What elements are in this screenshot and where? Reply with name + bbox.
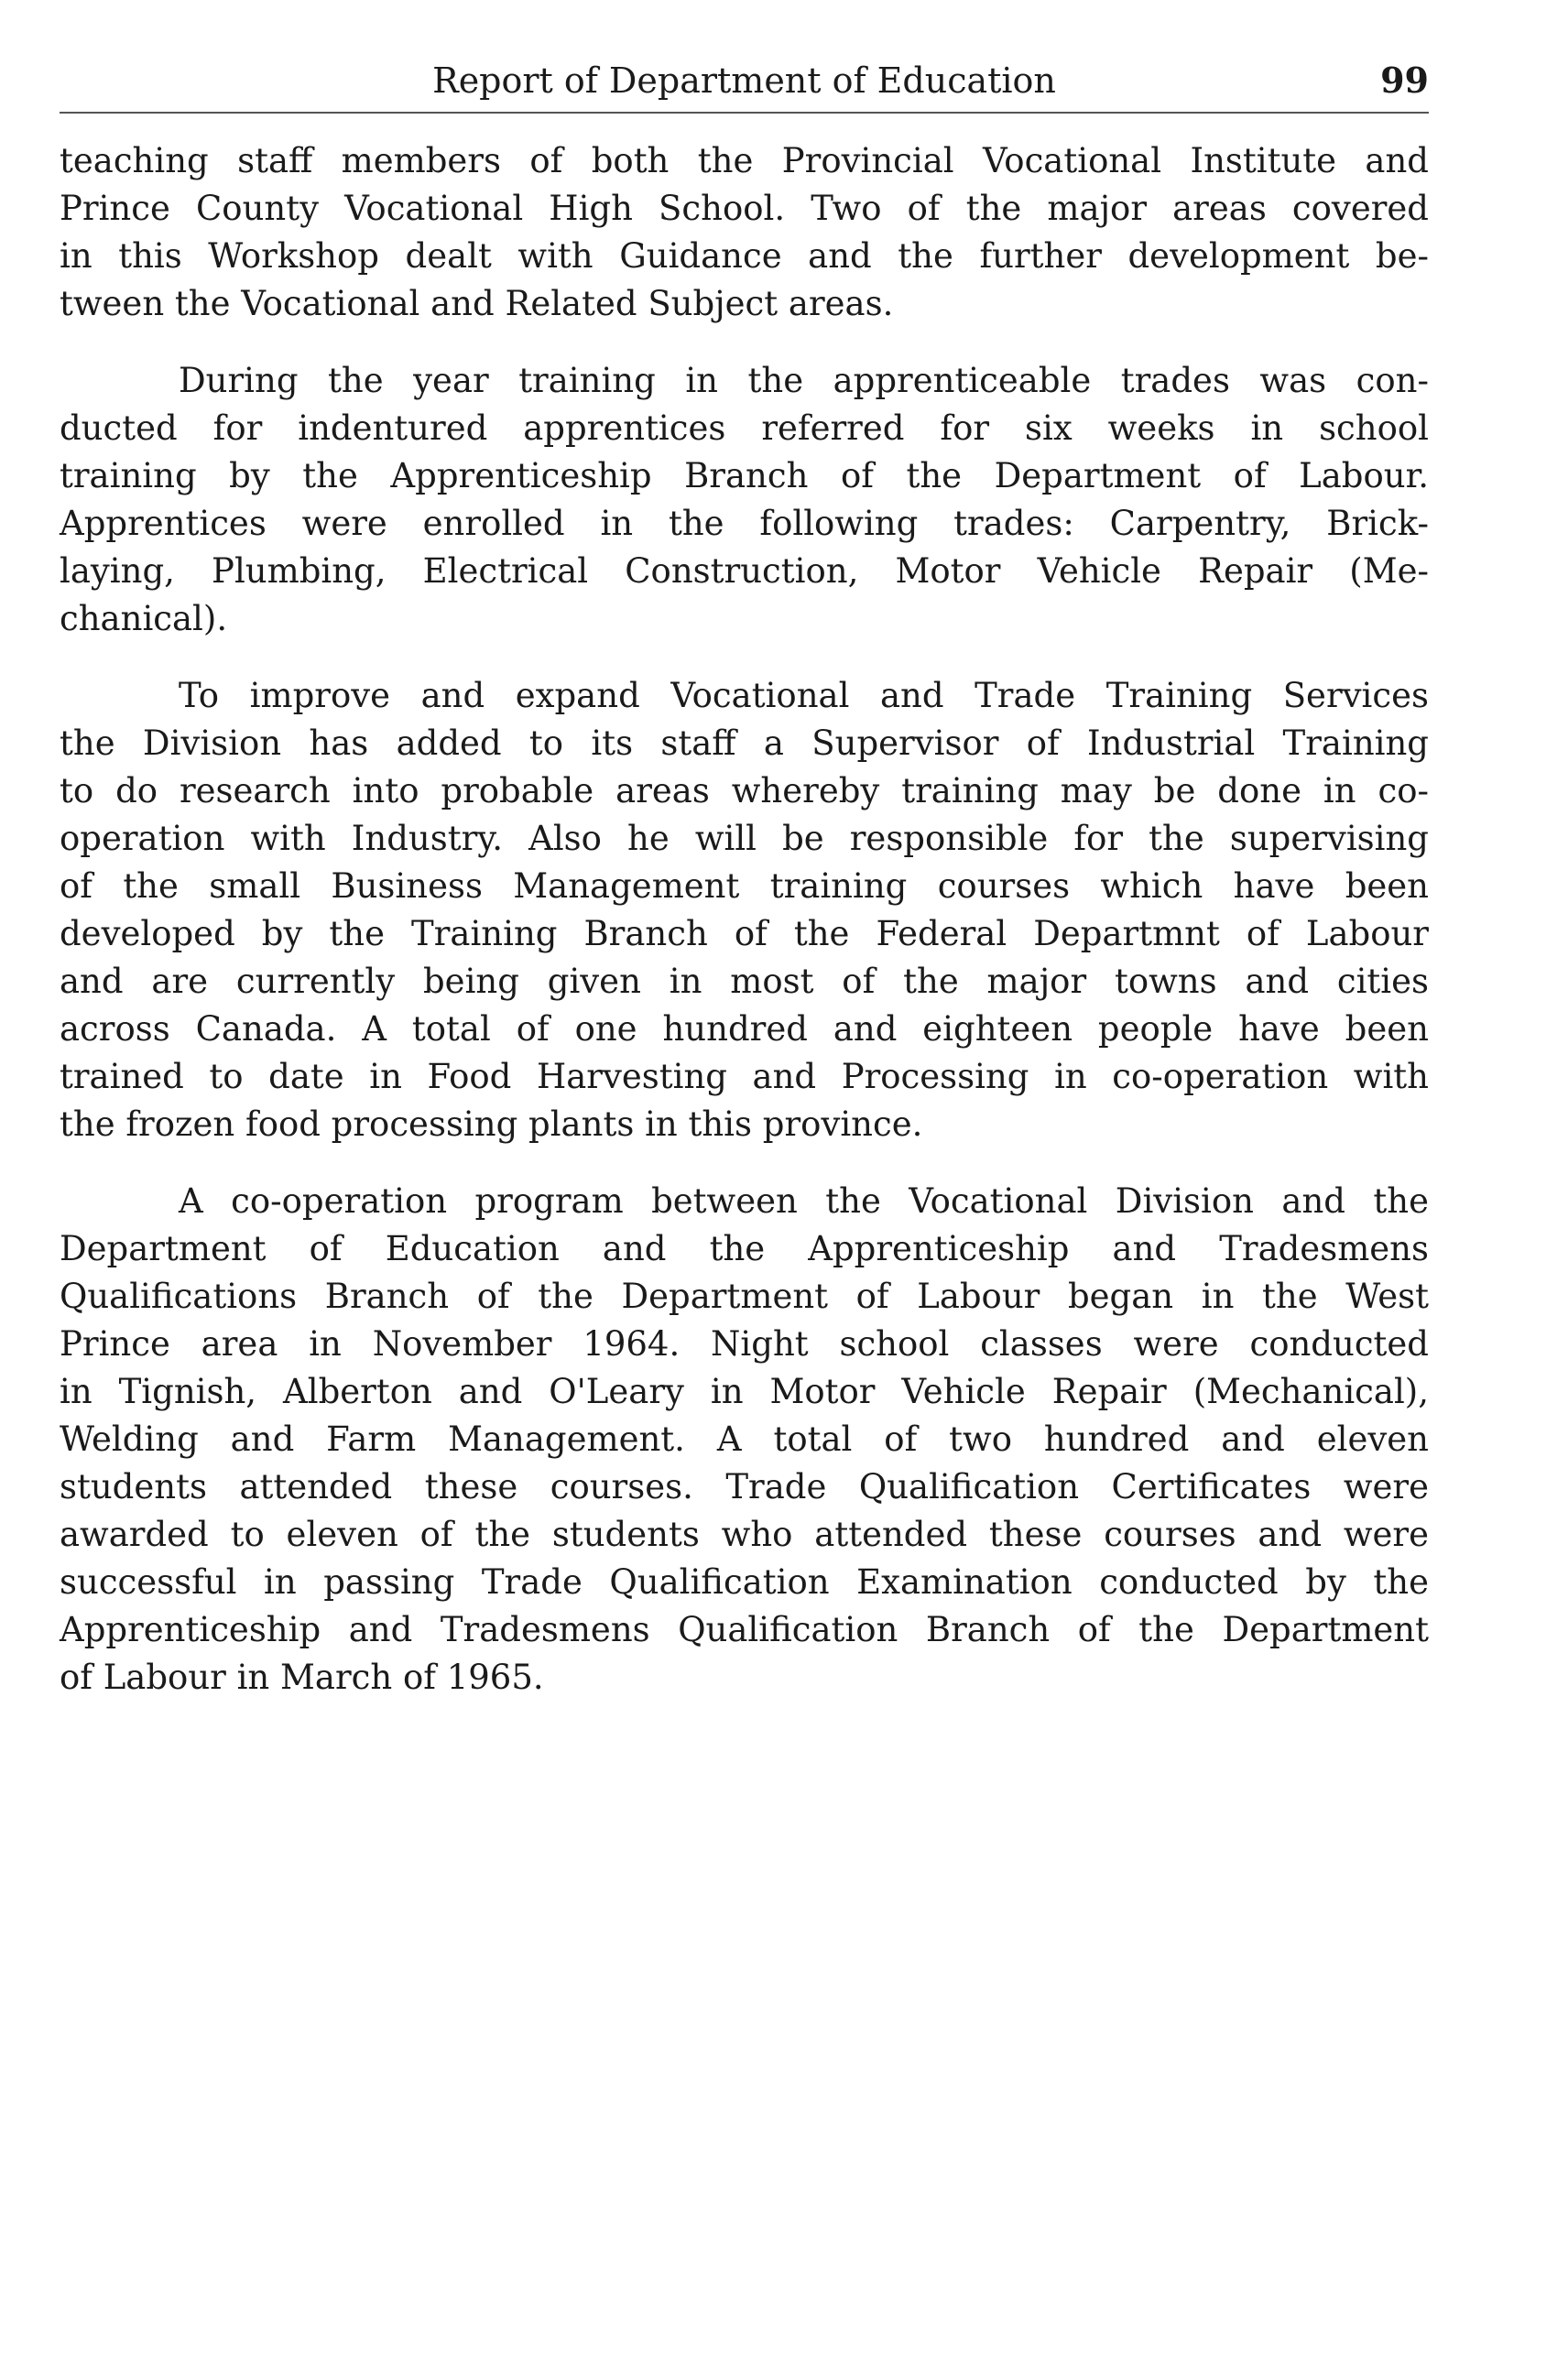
text-line: successful in passing Trade Qualification Examination conducted by the	[60, 1562, 1429, 1602]
text-line: Welding and Farm Management. A total of two hundred and eleven	[60, 1419, 1429, 1459]
text-line: in this Workshop dealt with Guidance and the further development be-	[60, 236, 1429, 276]
paragraph	[60, 1178, 1429, 1702]
text-line: Apprenticeship and Tradesmens Qualification Branch of the Department	[60, 1610, 1429, 1649]
text-line: training by the Apprenticeship Branch of the Department of Labour.	[60, 456, 1429, 495]
text-line: Prince County Vocational High School. Two of the major areas covered	[60, 189, 1429, 228]
text-line: A co-operation program between the Vocational Division and the	[179, 1181, 1429, 1221]
text-line: ducted for indentured apprentices referred for six weeks in school	[60, 408, 1429, 448]
text-line: Department of Education and the Apprenticeship and Tradesmens	[60, 1229, 1429, 1268]
text-line: across Canada. A total of one hundred and eighteen people have been	[60, 1009, 1429, 1049]
text-line: operation with Industry. Also he will be responsible for the supervising	[60, 819, 1429, 858]
text-line: Prince area in November 1964. Night school classes were conducted	[60, 1324, 1429, 1364]
text-line: developed by the Training Branch of the Federal Departmnt of Labour	[60, 914, 1429, 953]
running-header	[60, 55, 1429, 106]
paragraph	[60, 672, 1429, 1148]
text-line: laying, Plumbing, Electrical Construction, Motor Vehicle Repair (Me-	[60, 551, 1429, 591]
text-line: to do research into probable areas whereby training may be done in co-	[60, 771, 1429, 810]
text-line: and are currently being given in most of the major towns and cities	[60, 962, 1429, 1001]
running-title: Report of Department of Education	[432, 60, 1056, 101]
body-text	[60, 137, 1429, 1702]
text-line: trained to date in Food Harvesting and Processing in co-operation with	[60, 1057, 1429, 1096]
text-line: of Labour in March of 1965.	[60, 1658, 544, 1697]
text-line: During the year training in the apprenticeable trades was con-	[179, 361, 1429, 400]
text-line: the Division has added to its staff a Supervisor of Industrial Training	[60, 723, 1429, 763]
text-line: teaching staff members of both the Provincial Vocational Institute and	[60, 141, 1429, 180]
text-line: the frozen food processing plants in this province.	[60, 1104, 923, 1144]
text-line: students attended these courses. Trade Qualification Certificates were	[60, 1467, 1429, 1506]
text-line: chanical).	[60, 599, 228, 638]
paragraph	[60, 357, 1429, 643]
text-line: Qualifications Branch of the Department of Labour began in the West	[60, 1277, 1429, 1316]
text-line: tween the Vocational and Related Subject areas.	[60, 284, 894, 323]
document-page	[60, 55, 1429, 1731]
header-rule	[60, 112, 1429, 114]
text-line: Apprentices were enrolled in the following trades: Carpentry, Brick-	[60, 504, 1429, 543]
paragraph	[60, 137, 1429, 328]
text-line: To improve and expand Vocational and Trade Training Services	[179, 676, 1429, 715]
text-line: in Tignish, Alberton and O'Leary in Motor Vehicle Repair (Mechanical),	[60, 1372, 1429, 1411]
text-line: of the small Business Management training courses which have been	[60, 866, 1429, 906]
text-line: awarded to eleven of the students who attended these courses and were	[60, 1515, 1429, 1554]
page-number: 99	[1380, 60, 1429, 101]
